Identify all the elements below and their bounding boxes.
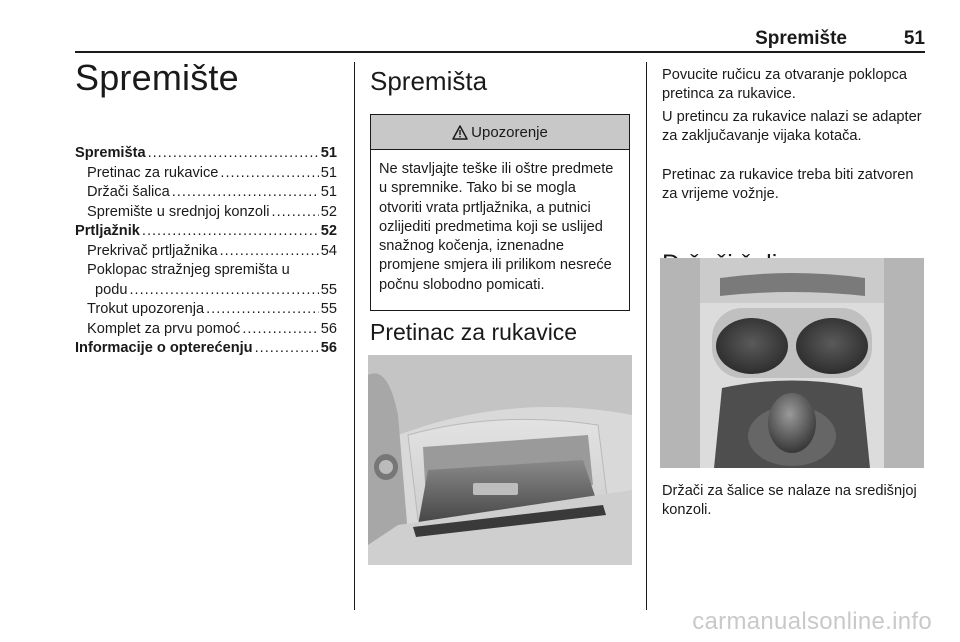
column-divider-right bbox=[646, 62, 647, 610]
running-head bbox=[75, 28, 925, 52]
section-title: Spremišta bbox=[370, 66, 488, 96]
glovebox-image bbox=[368, 355, 632, 565]
toc-entry[interactable]: Spremišta ..... 51 bbox=[75, 144, 337, 164]
warning-triangle-icon bbox=[452, 125, 468, 140]
running-head-title: Spremište bbox=[755, 28, 847, 49]
paragraph: Držači za šalice se nalaze na središnjoj konzoli. bbox=[662, 483, 917, 519]
cup-holder-image bbox=[660, 258, 924, 468]
page-number: 51 bbox=[903, 28, 925, 49]
paragraph: Povucite ručicu za otvaranje poklopca pretinca za rukavice. bbox=[662, 67, 907, 103]
warning-heading: Upozorenje bbox=[471, 123, 548, 141]
warning-box bbox=[370, 114, 630, 311]
column-divider-left bbox=[354, 62, 355, 610]
paragraph: U pretincu za rukavice nalazi se adapter za zaključavanje vijaka kotača. bbox=[662, 109, 922, 145]
paragraph: Pretinac za rukavice treba biti zatvoren za vrijeme vožnje. bbox=[662, 167, 914, 203]
header-rule bbox=[75, 51, 925, 53]
toc-entry[interactable]: Prtljažnik ..... 52 bbox=[75, 222, 337, 242]
table-of-contents bbox=[75, 144, 337, 359]
toc-entry[interactable]: Poklopac stražnjeg spremišta u bbox=[87, 262, 290, 278]
toc-entry[interactable]: Trokut upozorenja ..... 55 bbox=[75, 300, 337, 320]
toc-entry[interactable]: podu ..... 55 bbox=[75, 281, 337, 301]
warning-text: Ne stavljajte teške ili oštre predmete u spremnike. Tako bi se mogla otvoriti vrata prtljažnika, a putnici ozlijediti predmetima koji se uslijed snažnog kočenja, iznenadne promjene smjera ili prilikom nesreće počnu slobodno pomicati. bbox=[379, 161, 614, 293]
section-title: Pretinac za rukavice bbox=[370, 319, 578, 345]
watermark: carmanualsonline.info bbox=[692, 608, 932, 635]
warning-header bbox=[371, 115, 629, 150]
toc-entry[interactable]: Pretinac za rukavice ..... 51 bbox=[75, 164, 337, 184]
toc-entry[interactable]: Držači šalica ..... 51 bbox=[75, 183, 337, 203]
toc-entry[interactable]: Spremište u srednjoj konzoli ..... 52 bbox=[75, 203, 337, 223]
toc-entry[interactable]: Informacije o opterećenju ..... 56 bbox=[75, 339, 337, 359]
toc-entry[interactable]: Komplet za prvu pomoć ..... 56 bbox=[75, 320, 337, 340]
toc-entry[interactable]: Prekrivač prtljažnika ..... 54 bbox=[75, 242, 337, 262]
chapter-title: Spremište bbox=[75, 57, 239, 98]
